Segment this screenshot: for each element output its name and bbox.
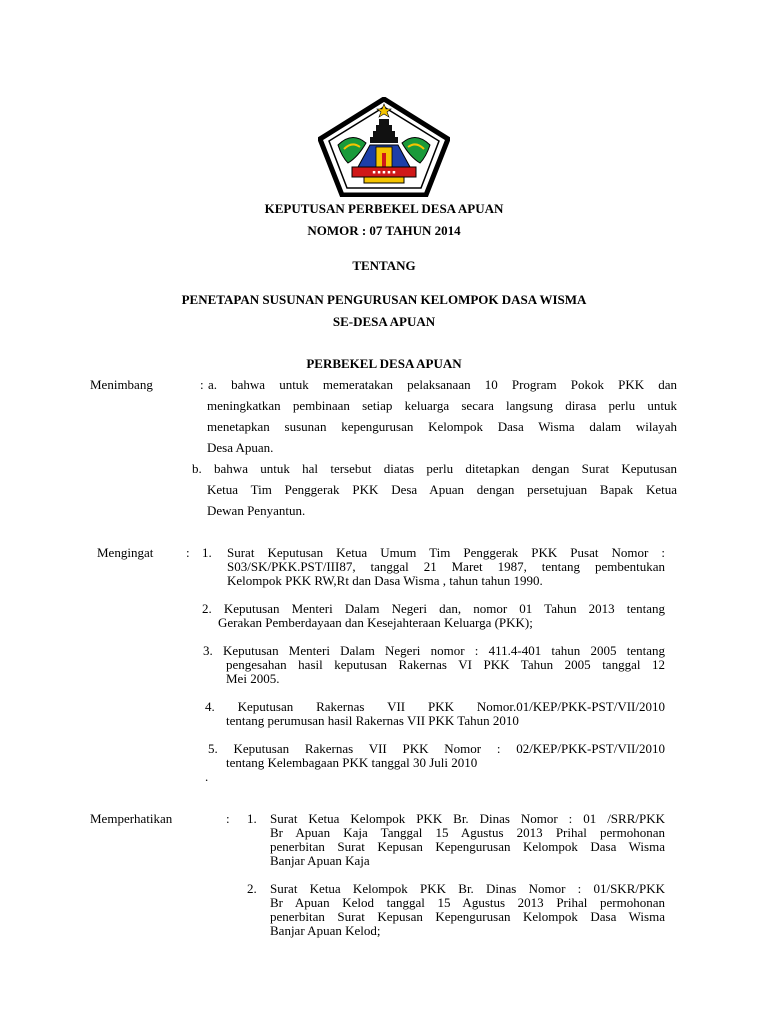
- mengingat-item-1-line-2: S03/SK/PKK.PST/III87, tanggal 21 Maret 1987, tentang pembentukan: [227, 559, 665, 574]
- menimbang-a-line-4: Desa Apuan.: [207, 440, 274, 455]
- mengingat-item-1-line-3: Kelompok PKK RW,Rt dan Dasa Wisma , tahun tahun 1990.: [227, 573, 543, 588]
- decree-number: NOMOR : 07 TAHUN 2014: [307, 223, 461, 238]
- menimbang-b-line-3: Dewan Penyantun.: [207, 503, 306, 518]
- svg-text:▪ ▪ ▪ ▪ ▪: ▪ ▪ ▪ ▪ ▪: [372, 169, 396, 176]
- mengingat-item-5-dot: .: [205, 769, 209, 784]
- menimbang-a-line-2: meningkatkan pembinaan setiap keluarga secara langsung dirasa perlu untuk: [207, 398, 677, 413]
- mengingat-item-3-line-3: Mei 2005.: [226, 671, 280, 686]
- mengingat-item-1-line-1: Surat Keputusan Ketua Umum Tim Penggerak PKK Pusat Nomor :: [227, 545, 665, 560]
- mengingat-label: Mengingat: [97, 545, 154, 560]
- menimbang-b-line-1: b. bahwa untuk hal tersebut diatas perlu ditetapkan dengan Surat Keputusan: [192, 461, 677, 476]
- memperhatikan-item-1-number: 1.: [247, 811, 257, 826]
- mengingat-item-4-line-1: 4. Keputusan Rakernas VII PKK Nomor.01/KEP/PKK-PST/VII/2010: [205, 699, 665, 714]
- mengingat-item-2-line-1: 2. Keputusan Menteri Dalam Negeri dan, nomor 01 Tahun 2013 tentang: [202, 601, 665, 616]
- decree-title: KEPUTUSAN PERBEKEL DESA APUAN: [264, 201, 504, 216]
- mengingat-colon: :: [186, 545, 190, 560]
- mengingat-item-1-number: 1.: [202, 545, 212, 560]
- memperhatikan-colon: :: [226, 811, 230, 826]
- memperhatikan-item-2-line-2: Br Apuan Kelod tanggal 15 Agustus 2013 Prihal permohonan: [270, 895, 665, 910]
- menimbang-b-line-2: Ketua Tim Penggerak PKK Desa Apuan dengan persetujuan Bapak Ketua: [207, 482, 677, 497]
- menimbang-a-line-3: menetapkan susunan kepengurusan Kelompok Dasa Wisma dalam wilayah: [207, 419, 677, 434]
- memperhatikan-item-1-line-2: Br Apuan Kaja Tanggal 15 Agustus 2013 Prihal permohonan: [270, 825, 665, 840]
- official-heading: PERBEKEL DESA APUAN: [306, 356, 462, 371]
- mengingat-item-5-line-1: 5. Keputusan Rakernas VII PKK Nomor : 02/KEP/PKK-PST/VII/2010: [208, 741, 665, 756]
- mengingat-item-4-line-2: tentang perumusan hasil Rakernas VII PKK Tahun 2010: [226, 713, 519, 728]
- memperhatikan-item-2-number: 2.: [247, 881, 257, 896]
- subject-line-2: SE-DESA APUAN: [332, 314, 436, 329]
- menimbang-colon: :: [200, 377, 204, 392]
- memperhatikan-item-1-line-1: Surat Ketua Kelompok PKK Br. Dinas Nomor : 01 /SRR/PKK: [270, 811, 665, 826]
- mengingat-item-5-line-2: tentang Kelembagaan PKK tanggal 30 Juli 2010: [226, 755, 478, 770]
- mengingat-item-2-line-2: Gerakan Pemberdayaan dan Kesejahteraan Keluarga (PKK);: [218, 615, 533, 630]
- mengingat-item-3-line-1: 3. Keputusan Menteri Dalam Negeri nomor : 411.4-401 tahun 2005 tentang: [203, 643, 665, 658]
- menimbang-label: Menimbang: [90, 377, 153, 392]
- tentang-heading: TENTANG: [352, 258, 416, 273]
- memperhatikan-item-2-line-4: Banjar Apuan Kelod;: [270, 923, 381, 938]
- memperhatikan-item-2-line-3: penerbitan Surat Kepusan Kepengurusan Kelompok Dasa Wisma: [270, 909, 665, 924]
- menimbang-a-line-1: a. bahwa untuk memeratakan pelaksanaan 10 Program Pokok PKK dan: [208, 377, 677, 392]
- memperhatikan-item-1-line-3: penerbitan Surat Kepusan Kepengurusan Kelompok Dasa Wisma: [270, 839, 665, 854]
- mengingat-item-3-line-2: pengesahan hasil keputusan Rakernas VI PKK Tahun 2005 tanggal 12: [226, 657, 665, 672]
- memperhatikan-item-2-line-1: Surat Ketua Kelompok PKK Br. Dinas Nomor : 01/SKR/PKK: [270, 881, 665, 896]
- memperhatikan-item-1-line-4: Banjar Apuan Kaja: [270, 853, 370, 868]
- memperhatikan-label: Memperhatikan: [90, 811, 173, 826]
- bangli-regency-emblem-icon: [318, 97, 450, 197]
- subject-line-1: PENETAPAN SUSUNAN PENGURUSAN KELOMPOK DASA WISMA: [181, 292, 587, 307]
